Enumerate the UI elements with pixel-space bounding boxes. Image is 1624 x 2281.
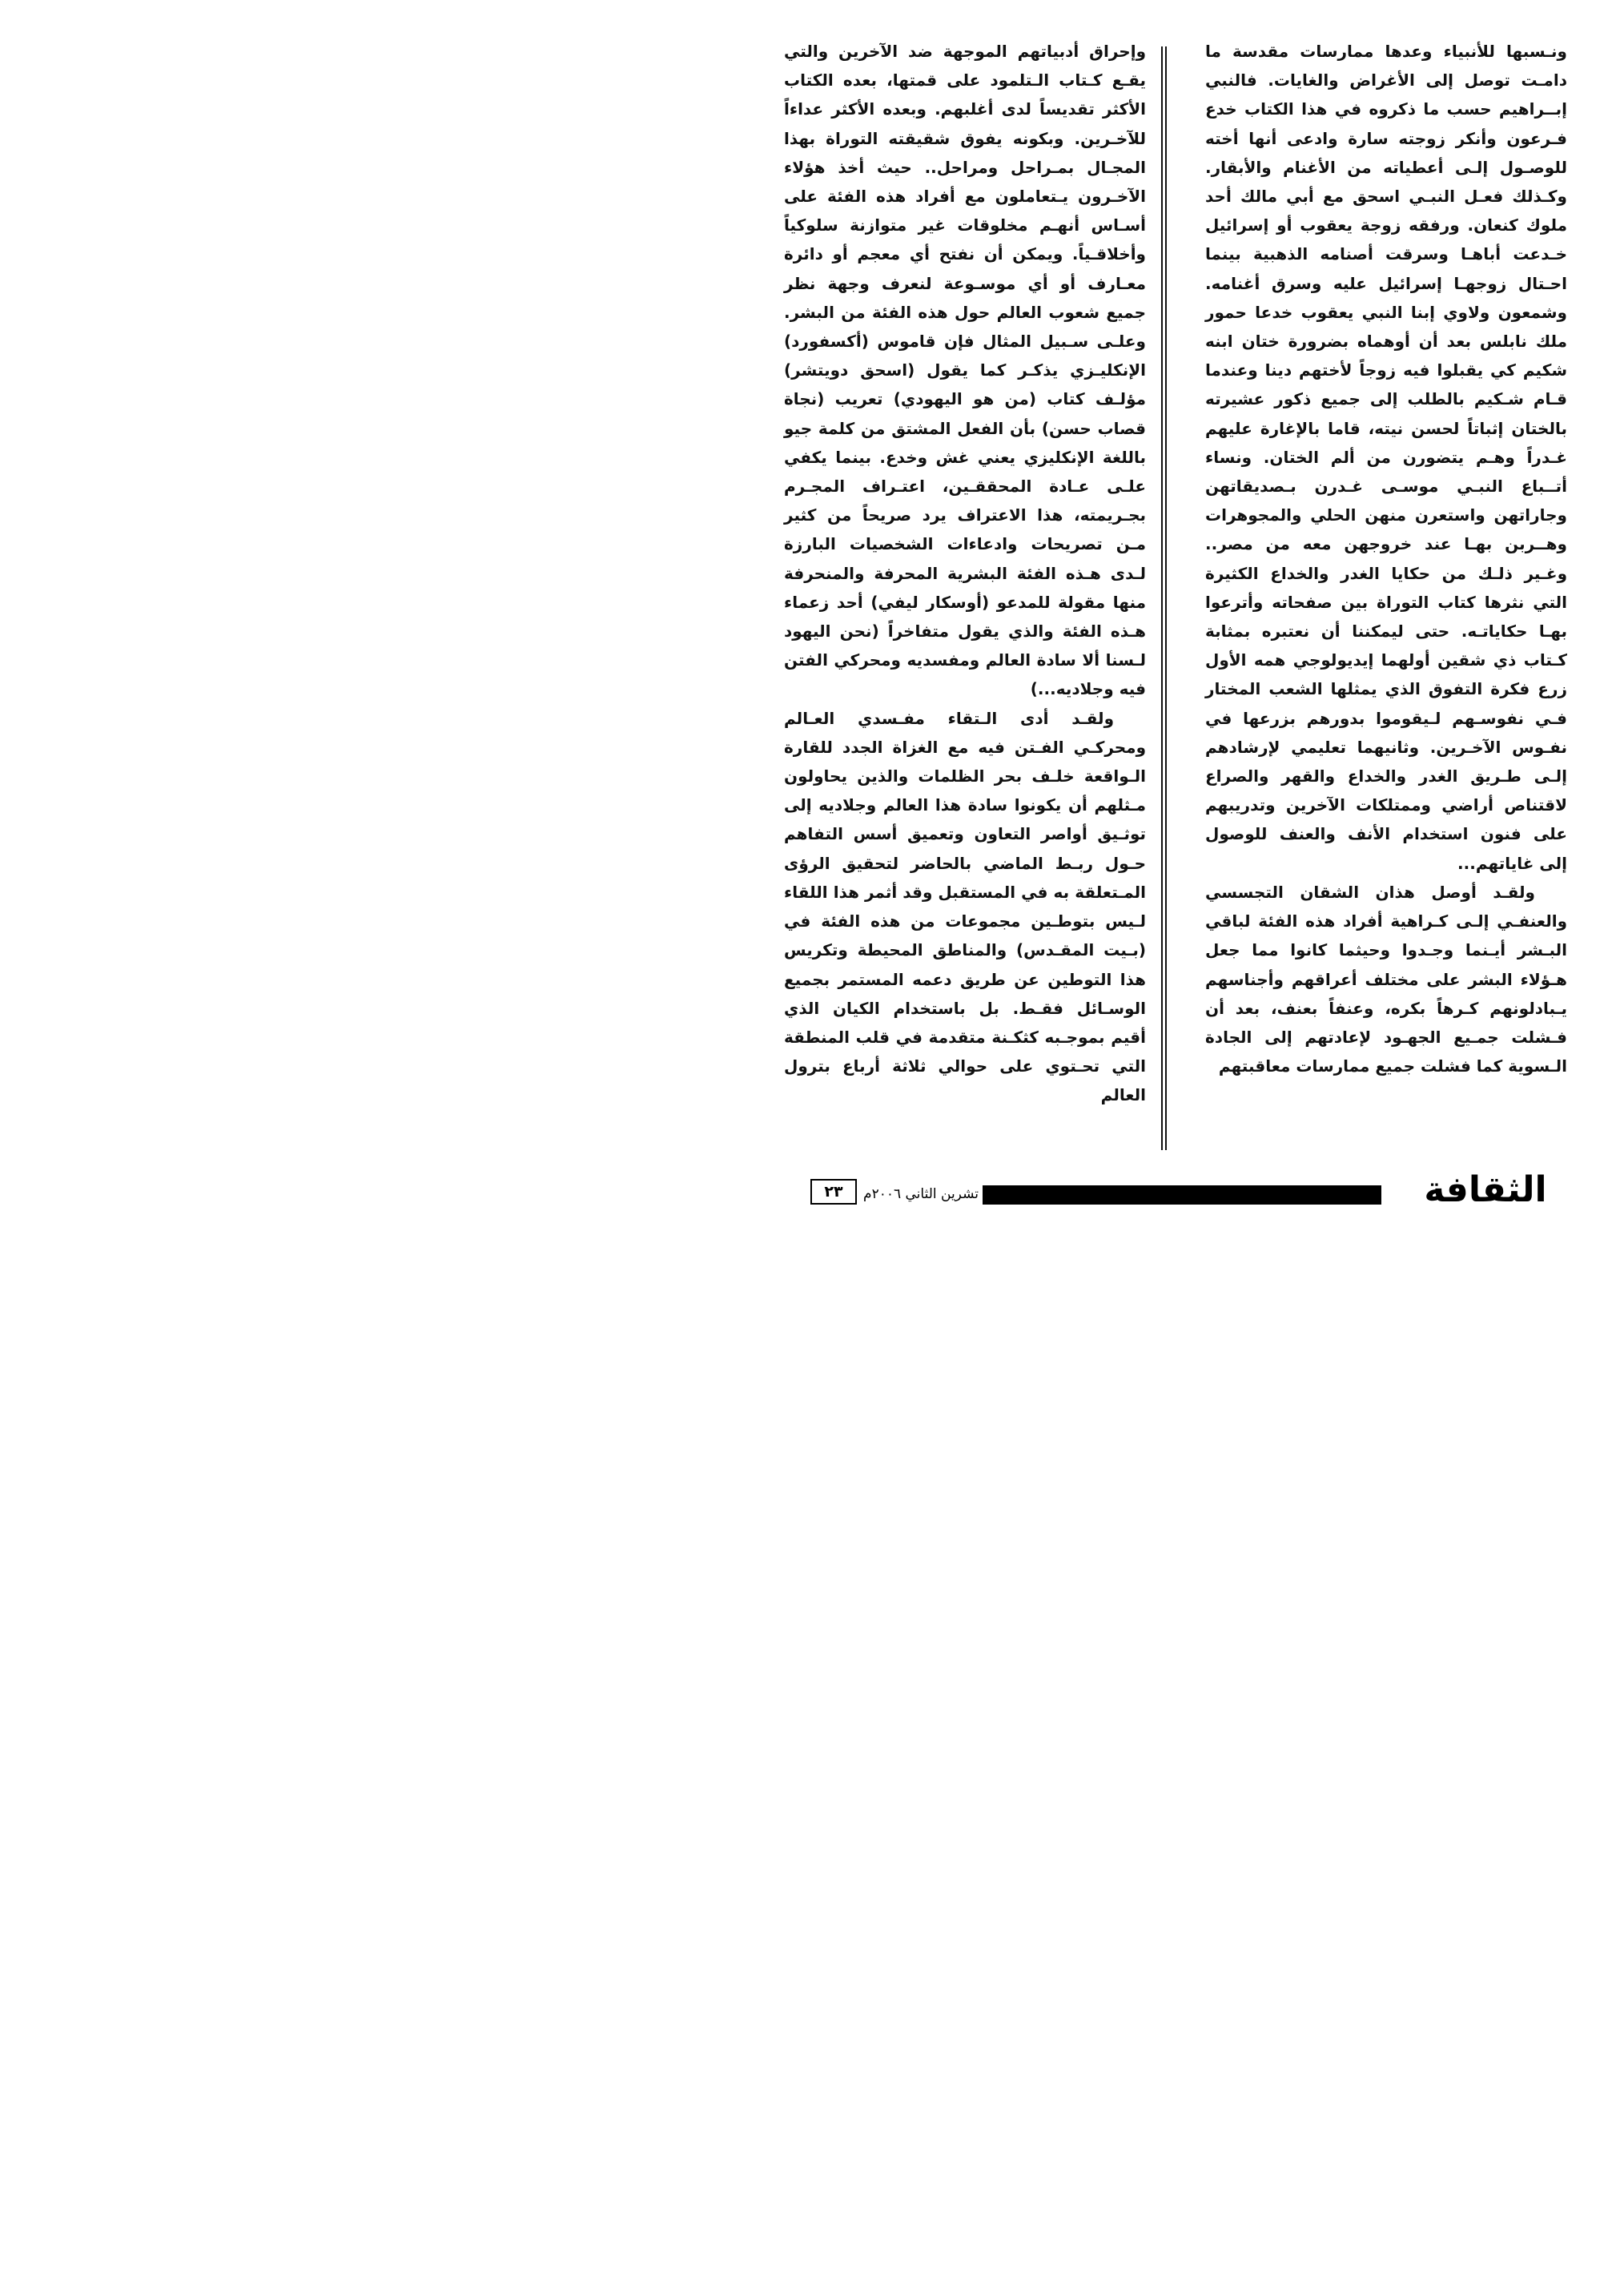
paragraph: وإحراق أدبياتهم الموجهة ضد الآخرين والتي يقـع كـتاب الـتلمود على قمتها، بعده الكتاب الأكثر تقديساً لدى أغلبهم. وبعده الأكثر عداءاً للآخـرين. وبكونه يفوق شقيقته التوراة بهذا المجـال بمـراحل ومراحل.. حيث أخذ هؤلاء الآخـرون يـتعاملون مع أفراد هذه الفئة على أسـاس أنهـم مخلوقات غير متوازنة سلوكياً وأخلاقـياً. ويمكن أن نفتح أي معجم أو دائرة معـارف أو أي موسـوعة لنعرف وجهة نظر جميع شعوب العالم حول هذه الفئة من البشر. وعلـى سـبيل المثال فإن قاموس (أكسفورد) الإنكليـزي يذكـر كما يقول (اسحق دويتشر) مؤلـف كتاب (من هو اليهودي) تعريب (نجاة قصاب حسن) بأن الفعل المشتق من كلمة جيو باللغة الإنكليزي يعني غش وخدع. بينما يكفي علـى عـادة المحققـين، اعتـراف المجـرم بجـريمته، هذا الاعتراف يرد صريحاً من كثير مـن تصريحات وادعاءات الشخصيات البارزة لـدى هـذه الفئة البشرية المحرفة والمنحرفة منها مقولة للمدعو (أوسكار ليفي) أحد زعماء هـذه الفئة والذي يقول متفاخراً (نحن اليهود لـسنا ألا سادة العالم ومفسديه ومحركي الفتن فيه وجلاديه...) bbox=[778, 42, 1146, 699]
left-text-column bbox=[778, 37, 1146, 1110]
footer-bar bbox=[983, 1185, 1381, 1205]
column-divider bbox=[1161, 46, 1163, 1150]
issue-date: تشرين الثاني ٢٠٠٦م bbox=[863, 1186, 979, 1202]
paragraph: ولقـد أدى الـتقاء مفـسدي العـالم ومحركـي الفـتن فيه مع الغزاة الجدد للقارة الـواقعة خلـف بحر الظلمات والذين يحاولون مـثلهم أن يكونوا سادة هذا العالم وجلاديه إلى توثـيق أواصر التعاون وتعميق أسس التفاهم حـول ربـط الماضي بالحاضر لتحقيق الرؤى المـتعلقة به في المستقبل وقد أثمر هذا اللقاء لـيس بتوطـين مجموعات من هذه الفئة في (بـيت المقـدس) والمناطق المحيطة وتكريس هذا التوطين عن طريق دعمه المستمر بجميع الوسـائل فقـط. بل باستخدام الكيان الذي أقيم بموجـبه كثكـنة متقدمة في قلب المنطقة التي تحـتوي على حوالي ثلاثة أرباع بترول العالم bbox=[778, 708, 1146, 1105]
paragraph: ونـسبها للأنبياء وعدها ممارسات مقدسة ما دامـت توصل إلى الأغراض والغايات. فالنبي إبــراهيم حسب ما ذكروه في هذا الكتاب خدع فـرعون وأنكر زوجته سارة وادعى أنها أخته للوصـول إلـى أعطياته من الأغنام والأبقار. وكـذلك فعـل النبـي اسحق مع أبي مالك أحد ملوك كنعان. ورفقه زوجة يعقوب أو إسرائيل خـدعت أباهـا وسرقت أصنامه الذهبية بينما احـتال زوجهـا إسرائيل عليه وسرق أغنامه. وشمعون ولاوي إبنا النبي يعقوب خدعا حمور ملك نابلس بعد أن أوهماه بضرورة ختان ابنه شكيم كي يقبلوا فيه زوجاً لأختهم دينا وعندما قـام شـكيم بالطلب إلى جميع ذكور عشيرته بالختان إثباتاً لحسن نيته، قاما بالإغارة عليهم غـدراً وهـم يتضورن من ألم الختان. ونساء أتــباع النبـي موسـى غـدرن بـصديقاتهن وجاراتهن واستعرن منهن الحلي والمجوهرات وهــربن بهـا عند خروجهن معه من مصر.. وغـير ذلـك من حكايا الغدر والخداع الكثيرة التي نثرها كتاب التوراة بين صفحاته وأترعوا بهـا حكاياتـه. حتى ليمكننا أن نعتبره بمثابة كـتاب ذي شقين أولهما إيديولوجي همه الأول زرع فكرة التفوق الذي يمثلها الشعب المختار فـي نفوسـهم لـيقوموا بدورهم بزرعها في نفـوس الآخـرين. وثانيهما تعليمي لإرشادهم إلـى طـريق الغدر والخداع والقهر والصراع لاقتناص أراضي وممتلكات الآخرين وتدريبهم على فنون استخدام الأنف والعنف للوصول إلى غاياتهم... bbox=[1200, 42, 1567, 873]
paragraph: ولقـد أوصل هذان الشقان التجسسي والعنفـي إلـى كـراهية أفراد هذه الفئة لباقي البـشر أيـنما وجـدوا وحيثما كانوا مما جعل هـؤلاء البشر على مختلف أعراقهم وأجناسهم يـبادلونهم كـرهاً بكره، وعنفاً بعنف، بعد أن فـشلت جمـيع الجهـود لإعادتهم إلى الجادة الـسوية كما فشلت جميع ممارسات معاقبتهم bbox=[1200, 882, 1567, 1076]
column-divider bbox=[1165, 46, 1167, 1150]
right-text-column bbox=[1200, 37, 1567, 1080]
page-number: ٢٣ bbox=[810, 1179, 857, 1205]
magazine-logo: الثقافة bbox=[1424, 1169, 1547, 1210]
